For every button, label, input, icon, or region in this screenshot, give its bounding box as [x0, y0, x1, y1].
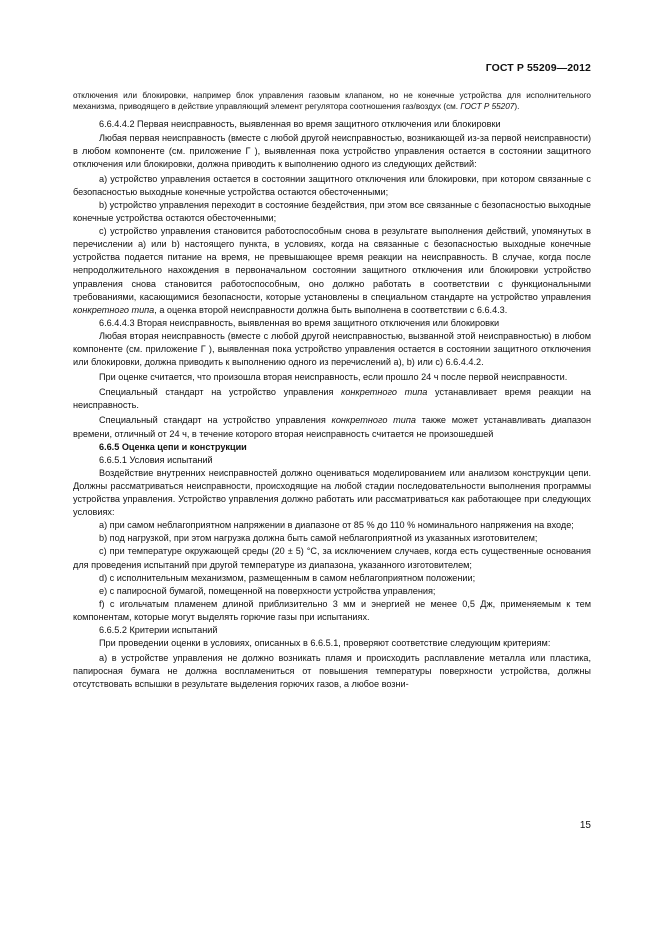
- intro-end: ).: [514, 102, 520, 112]
- range-italic: конкретного типа: [331, 415, 416, 426]
- clause-6-6-5-1-item-f: f) с игольчатым пламенем длиной приблизительно 3 мм и энергией не менее 0,5 Дж, применяемым к тем компонентам, которые могут выделять горючие газы при испытаниях.: [73, 598, 591, 622]
- clause-6-6-5-1-item-e: е) с папиросной бумагой, помещенной на поверхности устройства управления;: [99, 585, 436, 596]
- clause-6-6-5-2-item-a: а) в устройстве управления не должно возникать пламя и происходить расплавление металла или пластика, папиросная бумага не должна воспламениться от повышения температуры поверхности устройства, должны отсутствовать вспышки в результате выделения горючих газов, а любое возни-: [73, 653, 591, 690]
- standard-header: ГОСТ Р 55209—2012: [485, 62, 591, 74]
- item-c-text-1: с) устройство управления становится работоспособным снова в результате выполнения действий, упомянутых в перечислении а) или b) настоящего пункта, в условиях, когда на связанные с безопасностью выходные конечные устройства подается питание на время, не превышающее время реакции на неисправность. В случае, когда после непродолжительного нахождения в первоначальном состоянии защитного отключения или блокировки устройство управления снова становится работоспособным, оно должно работать в соответствии с функциональными требованиями, касающимися безопасности, которые установлены в специальном стандарте на устройство управления: [73, 226, 591, 302]
- clause-6-6-4-4-3-time-range: [73, 414, 591, 440]
- clause-6-6-4-4-2-item-b: b) устройство управления переходит в состояние бездействия, при этом все связанные с безопасностью выходные конечные устройства остаются обесточенными;: [73, 199, 591, 224]
- intro-paragraph: [73, 90, 591, 112]
- clause-6-6-4-4-3-paragraph: Любая вторая неисправность (вместе с любой другой неисправностью, вызванной этой неисправностью) в любом компоненте (см. приложение Г ), выявленная пока устройство управления остается в состоянии защитного отключения или блокировки, должна приводить к выполнению одного из перечислений а), b) или с) 6.6.4.4.2.: [73, 330, 591, 368]
- clause-6-6-4-4-2-heading: 6.6.4.4.2 Первая неисправность, выявленная во время защитного отключения или блокировки: [99, 119, 501, 130]
- clause-6-6-4-4-2-paragraph: Любая первая неисправность (вместе с любой другой неисправностью, возникающей из-за первой неисправности) в любом компоненте (см. приложение Г ), выявленная пока устройство управления остается в состоянии защитного отключения или блокировки, должна приводить к выполнению одного из следующих действий:: [73, 132, 591, 169]
- clause-6-6-4-4-3-heading: 6.6.4.4.3 Вторая неисправность, выявленная во время защитного отключения или блокировки: [99, 317, 500, 328]
- range-text-1: Специальный стандарт на устройство управления: [99, 415, 332, 426]
- intro-reference: ГОСТ Р 55207: [460, 102, 515, 112]
- section-6-6-5-heading: 6.6.5 Оценка цепи и конструкции: [99, 441, 247, 452]
- clause-6-6-5-2-heading: 6.6.5.2 Критерии испытаний: [99, 624, 218, 635]
- clause-6-6-5-2-paragraph: При проведении оценки в условиях, описанных в 6.6.5.1, проверяют соответствие следующим критериям:: [99, 638, 551, 649]
- reaction-italic: конкретного типа: [341, 387, 428, 398]
- clause-6-6-5-1-item-a: а) при самом неблагоприятном напряжении в диапазоне от 85 % до 110 % номинального напряжения на входе;: [99, 520, 574, 531]
- clause-6-6-5-1-paragraph: Воздействие внутренних неисправностей должно оцениваться моделированием или анализом конструкции цепи. Должны рассматриваться неисправности, происходящие на любой стадии последовательности выполнения программы устройства управления. Устройство управления должно работать или рассматриваться как работающее при следующих условиях:: [73, 467, 591, 518]
- clause-6-6-5-1-item-b: b) под нагрузкой, при этом нагрузка должна быть самой неблагоприятной из указанных изготовителем;: [99, 533, 538, 544]
- item-c-italic: конкретного типа: [73, 304, 155, 315]
- item-c-text-2: , а оценка второй неисправности должна быть выполнена в соответствии с 6.6.4.3.: [154, 304, 508, 315]
- clause-6-6-4-4-3-second-fault: При оценке считается, что произошла вторая неисправность, если прошло 24 ч после первой неисправности.: [99, 372, 568, 383]
- clause-6-6-4-4-2-item-c: [73, 225, 591, 317]
- reaction-text-1: Специальный стандарт на устройство управления: [99, 387, 342, 398]
- range-text-2: также может устанавливать диапазон времени, отличный от 24 ч, в течение которого вторая неисправность считается не произошедшей: [73, 415, 591, 439]
- page-content: [73, 90, 591, 691]
- intro-text: отключения или блокировки, например блок управления газовым клапаном, но не конечные устройства для исполнительного механизма, приводящего в действие управляющий элемент регулятора соотношения газ/воздух (см.: [73, 91, 591, 112]
- clause-6-6-5-1-item-c: с) при температуре окружающей среды (20 ± 5) °С, за исключением случаев, когда есть существенные основания для проведения испытаний при другой температуре из диапазона, указанного изготовителем;: [73, 546, 591, 570]
- clause-6-6-5-1-item-d: d) с исполнительным механизмом, размещенным в самом неблагоприятном положении;: [99, 572, 476, 583]
- page-number: 15: [579, 820, 591, 831]
- clause-6-6-5-1-heading: 6.6.5.1 Условия испытаний: [99, 454, 213, 465]
- clause-6-6-4-4-2-item-a: а) устройство управления остается в состоянии защитного отключения или блокировки, при котором связанные с безопасностью выходные конечные устройства остаются обесточенными;: [73, 173, 591, 197]
- clause-6-6-4-4-3-reaction-time: [73, 386, 591, 412]
- reaction-text-2: устанавливает время реакции на неисправность.: [73, 387, 591, 411]
